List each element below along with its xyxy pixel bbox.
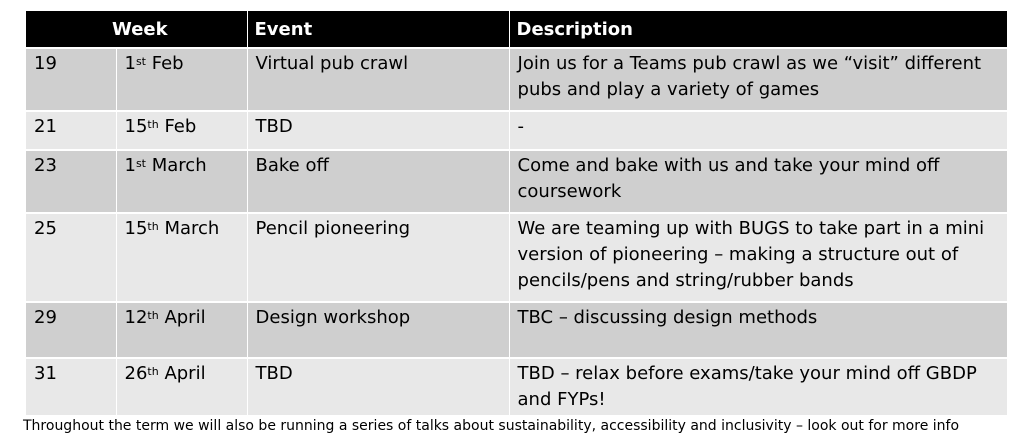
week-number: 19	[26, 48, 116, 111]
date-suffix: th	[147, 118, 159, 131]
event-date	[116, 358, 247, 415]
column-header-week: Week	[26, 11, 247, 48]
date-day: 12	[124, 307, 148, 328]
date-month: March	[164, 218, 220, 239]
column-header-description: Description	[509, 11, 1007, 48]
event-date	[116, 48, 247, 111]
column-header-event: Event	[247, 11, 509, 48]
event-date	[116, 150, 247, 213]
event-name: TBD	[247, 111, 509, 150]
event-description: We are teaming up with BUGS to take part in a mini version of pioneering – making a structure out of pencils/pens and string/rubber bands	[509, 213, 1007, 302]
event-description: Come and bake with us and take your mind off coursework	[509, 150, 1007, 213]
date-suffix: st	[135, 157, 146, 170]
date-month: March	[151, 155, 207, 176]
date-day: 1	[124, 53, 136, 74]
date-day: 15	[124, 116, 148, 137]
footnote-text: Throughout the term we will also be running a series of talks about sustainability, accessibility and inclusivity – look out for more info	[23, 418, 960, 434]
date-day: 15	[124, 218, 148, 239]
events-table	[26, 11, 1007, 415]
date-day: 26	[124, 363, 148, 384]
event-description: -	[509, 111, 1007, 150]
week-number: 31	[26, 358, 116, 415]
date-suffix: th	[147, 309, 159, 322]
event-date	[116, 213, 247, 302]
event-name: Bake off	[247, 150, 509, 213]
table-row	[26, 111, 1007, 150]
date-month: April	[164, 307, 206, 328]
date-month: Feb	[164, 116, 197, 137]
event-description: TBD – relax before exams/take your mind off GBDP and FYPs!	[509, 358, 1007, 415]
week-number: 21	[26, 111, 116, 150]
event-description: TBC – discussing design methods	[509, 302, 1007, 358]
table-row	[26, 213, 1007, 302]
date-month: Feb	[151, 53, 184, 74]
event-date	[116, 302, 247, 358]
event-name: Pencil pioneering	[247, 213, 509, 302]
event-date	[116, 111, 247, 150]
event-description: Join us for a Teams pub crawl as we “visit” different pubs and play a variety of games	[509, 48, 1007, 111]
date-month: April	[164, 363, 206, 384]
week-number: 23	[26, 150, 116, 213]
table-row	[26, 48, 1007, 111]
event-name: Virtual pub crawl	[247, 48, 509, 111]
date-day: 1	[124, 155, 136, 176]
date-suffix: st	[135, 55, 146, 68]
event-name: Design workshop	[247, 302, 509, 358]
week-number: 29	[26, 302, 116, 358]
table-row	[26, 302, 1007, 358]
table-row	[26, 150, 1007, 213]
week-number: 25	[26, 213, 116, 302]
event-name: TBD	[247, 358, 509, 415]
table-row	[26, 358, 1007, 415]
date-suffix: th	[147, 220, 159, 233]
date-suffix: th	[147, 365, 159, 378]
table-header-row	[26, 11, 1007, 48]
